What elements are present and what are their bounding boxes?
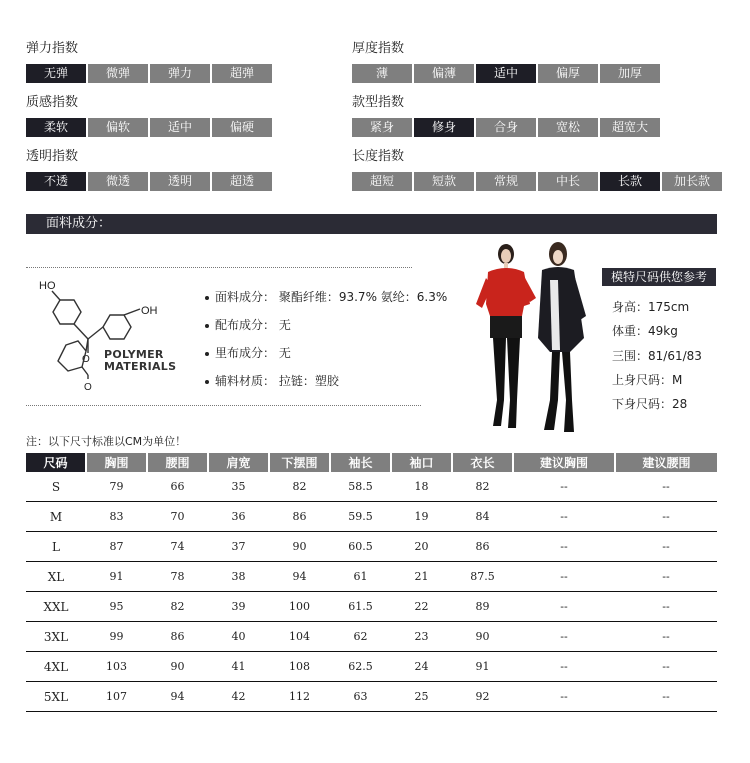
table-cell: 92 <box>452 682 513 712</box>
composition-value: 拉链：塑胶 <box>278 374 339 388</box>
model-stat <box>612 298 689 315</box>
composition-item <box>205 372 339 389</box>
table-cell: -- <box>513 682 615 712</box>
table-cell: 21 <box>391 562 452 592</box>
index-option-selected: 长款 <box>600 172 660 191</box>
model-stat <box>612 322 678 339</box>
polymer-logo-text <box>104 349 176 373</box>
molecule-label-oh: OH <box>141 305 158 317</box>
index-option-selected: 柔软 <box>26 118 86 137</box>
table-cell: -- <box>615 562 717 592</box>
column-header: 尺码 <box>26 453 86 472</box>
size-table-body <box>26 472 717 712</box>
index-option: 适中 <box>150 118 210 137</box>
table-cell: 104 <box>269 622 330 652</box>
dotted-divider <box>26 405 421 406</box>
molecule-label-o-carbonyl: O <box>84 382 92 393</box>
model-stat-label: 身高： <box>612 300 649 314</box>
composition-label: 里布成分： <box>215 346 276 360</box>
table-cell: 62.5 <box>330 652 391 682</box>
table-cell: 19 <box>391 502 452 532</box>
table-cell: -- <box>615 472 717 502</box>
index-option: 微弹 <box>88 64 148 83</box>
table-cell: 70 <box>147 502 208 532</box>
table-row <box>26 562 717 592</box>
table-cell: 25 <box>391 682 452 712</box>
polymer-logo-line: MATERIALS <box>104 360 177 373</box>
table-cell: 86 <box>147 622 208 652</box>
table-cell: 74 <box>147 532 208 562</box>
table-row <box>26 622 717 652</box>
table-cell: 22 <box>391 592 452 622</box>
table-cell: 66 <box>147 472 208 502</box>
composition-item <box>205 344 291 361</box>
dotted-divider <box>26 267 412 268</box>
elasticity-index-title: 弹力指数 <box>26 41 79 56</box>
table-cell: 94 <box>269 562 330 592</box>
index-option-selected: 无弹 <box>26 64 86 83</box>
index-option: 加厚 <box>600 64 660 83</box>
composition-label: 面料成分： <box>215 290 276 304</box>
index-option: 短款 <box>414 172 474 191</box>
column-header: 袖口 <box>391 453 452 472</box>
size-label-cell: XXL <box>26 592 86 622</box>
index-option: 中长 <box>538 172 598 191</box>
transparency-scale <box>26 172 274 191</box>
index-option-selected: 不透 <box>26 172 86 191</box>
table-cell: 62 <box>330 622 391 652</box>
table-cell: 89 <box>452 592 513 622</box>
model-stat <box>612 347 702 364</box>
index-option: 弹力 <box>150 64 210 83</box>
table-cell: -- <box>513 562 615 592</box>
table-cell: 87 <box>86 532 147 562</box>
texture-scale <box>26 118 274 137</box>
index-option: 偏薄 <box>414 64 474 83</box>
model-stat-value: 175cm <box>648 300 690 314</box>
index-option: 超透 <box>212 172 272 191</box>
column-header: 肩宽 <box>208 453 269 472</box>
bullet-icon <box>205 324 209 328</box>
elasticity-scale <box>26 64 274 83</box>
column-header: 袖长 <box>330 453 391 472</box>
column-header: 建议腰围 <box>615 453 717 472</box>
index-option: 超弹 <box>212 64 272 83</box>
length-index <box>352 148 724 191</box>
table-cell: 39 <box>208 592 269 622</box>
table-cell: 18 <box>391 472 452 502</box>
composition-value: 无 <box>278 346 291 360</box>
index-option: 薄 <box>352 64 412 83</box>
table-cell: -- <box>513 592 615 622</box>
table-header-row <box>26 453 717 472</box>
table-cell: 90 <box>269 532 330 562</box>
index-option-selected: 适中 <box>476 64 536 83</box>
table-cell: 24 <box>391 652 452 682</box>
model-stat-value: M <box>672 373 683 387</box>
table-cell: 58.5 <box>330 472 391 502</box>
table-row <box>26 682 717 712</box>
elasticity-index <box>26 40 274 83</box>
index-option: 加长款 <box>662 172 722 191</box>
table-cell: 42 <box>208 682 269 712</box>
table-cell: 86 <box>269 502 330 532</box>
index-option: 偏厚 <box>538 64 598 83</box>
size-table <box>26 453 717 712</box>
table-cell: 23 <box>391 622 452 652</box>
model-stat-label: 上身尺码： <box>612 373 673 387</box>
table-cell: 86 <box>452 532 513 562</box>
index-option: 合身 <box>476 118 536 137</box>
table-cell: 90 <box>452 622 513 652</box>
table-cell: 78 <box>147 562 208 592</box>
model-photo <box>466 240 596 445</box>
table-cell: -- <box>615 502 717 532</box>
length-index-title: 长度指数 <box>352 149 405 164</box>
molecule-label-o-ring: O <box>82 354 90 365</box>
model-stat-value: 28 <box>672 397 688 411</box>
polymer-logo-line: POLYMER <box>104 348 164 361</box>
index-option: 宽松 <box>538 118 598 137</box>
thickness-index-title: 厚度指数 <box>352 41 405 56</box>
model-stat-value: 49kg <box>648 324 678 338</box>
thickness-index <box>352 40 662 83</box>
model-stat-value: 81/61/83 <box>648 349 702 363</box>
fabric-section-title: 面料成分： <box>46 216 112 231</box>
index-option: 偏软 <box>88 118 148 137</box>
composition-value: 无 <box>278 318 291 332</box>
table-row <box>26 472 717 502</box>
size-label-cell: XL <box>26 562 86 592</box>
transparency-index-title: 透明指数 <box>26 149 79 164</box>
composition-value: 聚酯纤维：93.7% 氨纶：6.3% <box>278 290 448 304</box>
size-label-cell: M <box>26 502 86 532</box>
table-cell: 108 <box>269 652 330 682</box>
table-cell: 82 <box>452 472 513 502</box>
table-cell: -- <box>615 622 717 652</box>
table-cell: 60.5 <box>330 532 391 562</box>
fit-index-title: 款型指数 <box>352 95 405 110</box>
column-header: 衣长 <box>452 453 513 472</box>
index-option: 微透 <box>88 172 148 191</box>
model-stat <box>612 395 687 412</box>
size-label-cell: 5XL <box>26 682 86 712</box>
table-cell: 103 <box>86 652 147 682</box>
bullet-icon <box>205 352 209 356</box>
molecule-label-ho: HO <box>39 280 56 292</box>
table-cell: 79 <box>86 472 147 502</box>
table-cell: 36 <box>208 502 269 532</box>
table-cell: 38 <box>208 562 269 592</box>
size-label-cell: S <box>26 472 86 502</box>
index-option: 透明 <box>150 172 210 191</box>
size-label-cell: 4XL <box>26 652 86 682</box>
fit-index <box>352 94 662 137</box>
table-cell: 91 <box>452 652 513 682</box>
table-row <box>26 532 717 562</box>
size-label-cell: L <box>26 532 86 562</box>
model-stat-label: 下身尺码： <box>612 397 673 411</box>
table-cell: 40 <box>208 622 269 652</box>
table-cell: 91 <box>86 562 147 592</box>
texture-index <box>26 94 274 137</box>
table-cell: -- <box>513 532 615 562</box>
composition-label: 辅料材质： <box>215 374 276 388</box>
column-header: 建议胸围 <box>513 453 615 472</box>
model-size-title: 模特尺码供您参考 <box>602 268 716 286</box>
length-scale <box>352 172 724 191</box>
composition-item <box>205 316 291 333</box>
table-cell: 35 <box>208 472 269 502</box>
column-header: 腰围 <box>147 453 208 472</box>
table-row <box>26 592 717 622</box>
texture-index-title: 质感指数 <box>26 95 79 110</box>
index-option: 常规 <box>476 172 536 191</box>
bullet-icon <box>205 296 209 300</box>
table-cell: -- <box>615 682 717 712</box>
table-cell: 41 <box>208 652 269 682</box>
table-cell: 82 <box>269 472 330 502</box>
fabric-section-header <box>26 214 717 234</box>
table-cell: 107 <box>86 682 147 712</box>
table-cell: -- <box>513 502 615 532</box>
table-cell: 37 <box>208 532 269 562</box>
thickness-scale <box>352 64 662 83</box>
index-option: 偏硬 <box>212 118 272 137</box>
table-cell: 84 <box>452 502 513 532</box>
fit-scale <box>352 118 662 137</box>
model-stat <box>612 371 682 388</box>
model-stat-label: 体重： <box>612 324 649 338</box>
table-cell: 112 <box>269 682 330 712</box>
table-cell: 95 <box>86 592 147 622</box>
table-cell: 20 <box>391 532 452 562</box>
index-option-selected: 修身 <box>414 118 474 137</box>
polymer-molecule-icon <box>30 275 190 395</box>
composition-item <box>205 288 447 305</box>
table-cell: 61 <box>330 562 391 592</box>
table-cell: 94 <box>147 682 208 712</box>
table-cell: 83 <box>86 502 147 532</box>
model-stat-label: 三围： <box>612 349 649 363</box>
table-cell: 61.5 <box>330 592 391 622</box>
table-cell: 87.5 <box>452 562 513 592</box>
size-label-cell: 3XL <box>26 622 86 652</box>
index-option: 超宽大 <box>600 118 660 137</box>
table-cell: -- <box>513 622 615 652</box>
column-header: 胸围 <box>86 453 147 472</box>
table-cell: 82 <box>147 592 208 622</box>
transparency-index <box>26 148 274 191</box>
table-cell: -- <box>615 592 717 622</box>
column-header: 下摆围 <box>269 453 330 472</box>
size-unit-note: 注：以下尺寸标准以CM为单位！ <box>26 435 187 448</box>
table-cell: -- <box>513 472 615 502</box>
index-option: 超短 <box>352 172 412 191</box>
table-row <box>26 652 717 682</box>
table-cell: 59.5 <box>330 502 391 532</box>
bullet-icon <box>205 380 209 384</box>
table-cell: 100 <box>269 592 330 622</box>
table-cell: 90 <box>147 652 208 682</box>
table-row <box>26 502 717 532</box>
table-cell: -- <box>513 652 615 682</box>
table-cell: 99 <box>86 622 147 652</box>
composition-label: 配布成分： <box>215 318 276 332</box>
index-option: 紧身 <box>352 118 412 137</box>
table-cell: -- <box>615 652 717 682</box>
table-cell: -- <box>615 532 717 562</box>
table-cell: 63 <box>330 682 391 712</box>
